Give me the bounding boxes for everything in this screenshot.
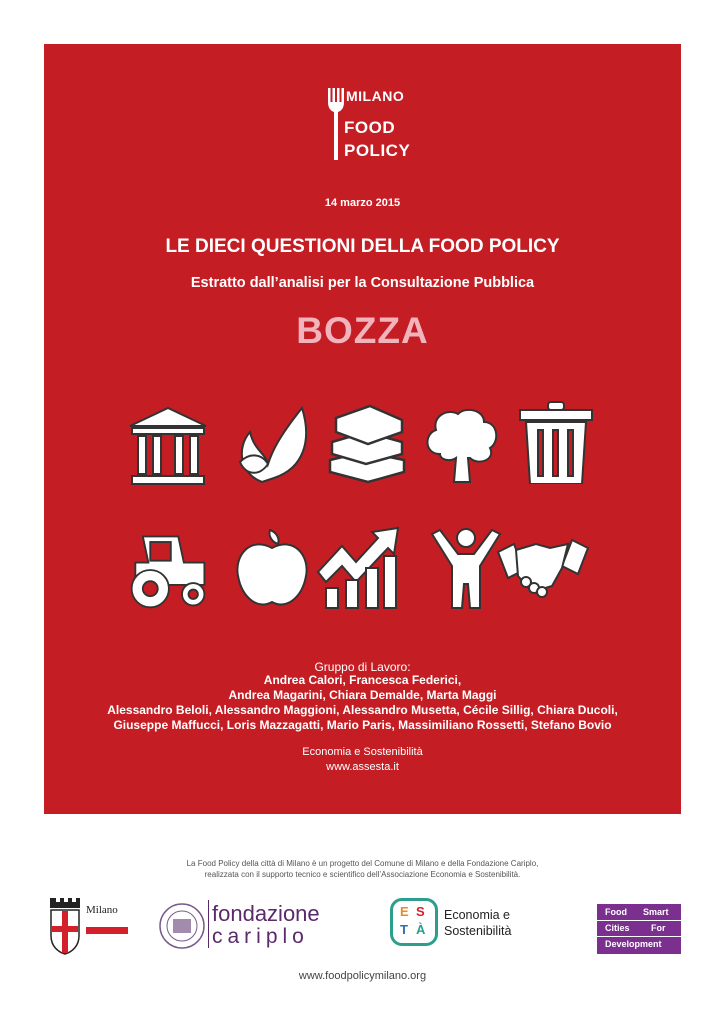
draft-stamp: BOZZA — [296, 310, 429, 351]
cariplo-text-1: fondazione — [212, 901, 320, 926]
disclaimer-line: La Food Policy della città di Milano è un progetto del Comune di Milano e della Fondazione Cariplo, — [186, 859, 539, 868]
esta-letter: S — [416, 904, 425, 919]
tractor-icon — [126, 528, 210, 612]
leaves-icon — [232, 404, 316, 488]
fondazione-cariplo-logo — [158, 900, 358, 952]
food-smart-cities-logo — [597, 904, 681, 954]
working-group-line: Andrea Magarini, Chiara Demalde, Marta Maggi — [228, 688, 497, 702]
working-group-line: Alessandro Beloli, Alessandro Maggioni, Alessandro Musetta, Cécile Sillig, Chiara Ducoli, — [107, 703, 618, 717]
comune-milano-logo — [48, 896, 128, 956]
esta-letter: E — [400, 904, 409, 919]
milano-crest-icon — [48, 896, 82, 956]
esta-logo — [390, 898, 530, 952]
cariplo-divider — [208, 900, 209, 948]
fscd-word: Smart — [643, 907, 669, 917]
logo-policy: POLICY — [344, 141, 411, 160]
esta-frame — [390, 898, 438, 946]
fscd-word: Development — [605, 939, 662, 949]
apple-icon — [230, 526, 314, 610]
logo-food: FOOD — [344, 118, 396, 137]
fscd-divider — [597, 920, 681, 921]
cariplo-text-2: cariplo — [212, 925, 309, 948]
logo-milano: MILANO — [346, 88, 405, 104]
document-date: 14 marzo 2015 — [324, 197, 401, 209]
handshake-icon — [496, 530, 590, 614]
esta-letter: À — [416, 922, 426, 937]
disclaimer-line: realizzata con il supporto tecnico e scientifico dell’Associazione Economia e Sostenibilità. — [204, 870, 521, 879]
esta-text-1: Economia e — [444, 908, 511, 922]
trash-bin-icon — [514, 400, 598, 484]
working-group-label: Gruppo di Lavoro: — [314, 660, 411, 674]
working-group-line: Giuseppe Maffucci, Loris Mazzagatti, Mario Paris, Massimiliano Rossetti, Stefano Bovio — [113, 718, 612, 732]
growth-chart-icon — [316, 526, 400, 610]
document-title: LE DIECI QUESTIONI DELLA FOOD POLICY — [165, 236, 560, 257]
books-icon — [324, 402, 408, 486]
esta-letter: T — [400, 922, 408, 937]
milano-label: Milano — [86, 904, 118, 916]
esta-text-2: Sostenibilità — [444, 924, 512, 938]
fscd-word: Cities — [605, 923, 630, 933]
fscd-word: Food — [605, 907, 627, 917]
milano-stripe — [86, 927, 128, 934]
working-group-line: Andrea Calori, Francesca Federici, — [263, 673, 462, 687]
tree-icon — [420, 404, 504, 488]
fscd-word: For — [651, 923, 666, 933]
institution-icon — [126, 404, 210, 488]
organization-name: Economia e Sostenibilità — [302, 746, 423, 758]
organization-url[interactable]: www.assesta.it — [326, 761, 399, 773]
footer-url[interactable]: www.foodpolicymilano.org — [298, 970, 427, 982]
cariplo-seal-icon — [158, 902, 206, 950]
document-subtitle: Estratto dall’analisi per la Consultazione Pubblica — [190, 275, 535, 291]
fscd-divider — [597, 936, 681, 937]
